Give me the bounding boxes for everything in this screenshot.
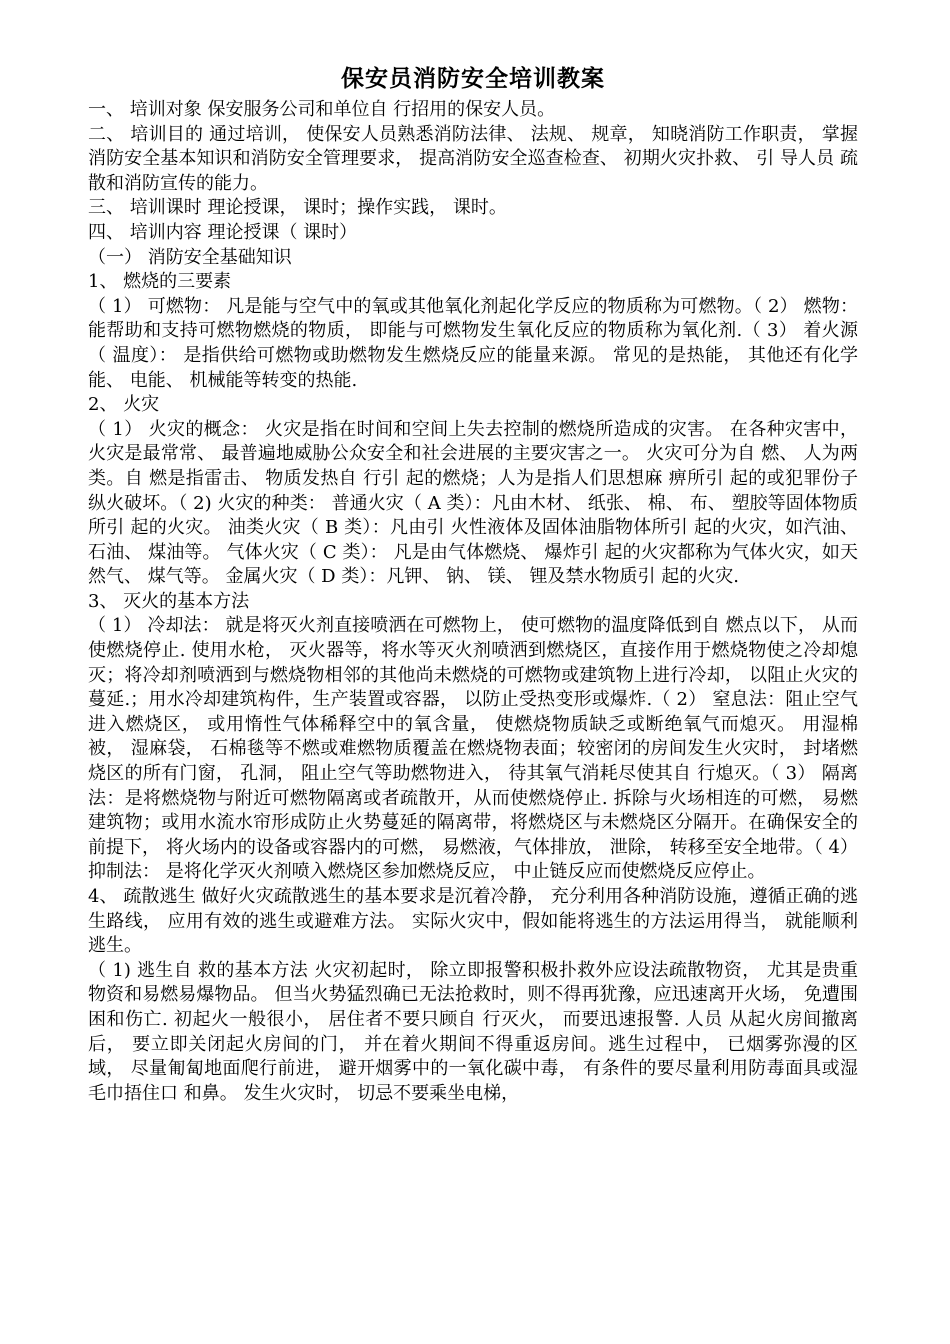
paragraph-training-content: 四、 培训内容 理论授课（ 课时）: [88, 221, 358, 243]
paragraph-evacuation: 4、 疏散逃生 做好火灾疏散逃生的基本要求是沉着冷静， 充分利用各种消防设施，遵循正确的逃生路线， 应用有效的逃生或避难方法。 实际火灾中，假如能将逃生的方法运用得当， 就能顺利逃生。: [88, 886, 858, 957]
paragraph-training-hours: 三、 培训课时 理论授课， 课时；操作实践， 课时。: [88, 197, 507, 219]
subheading-fire: 2、 火灾: [88, 394, 160, 416]
subheading-extinguishing-methods: 3、 灭火的基本方法: [88, 590, 250, 612]
document-title: 保安员消防安全培训教案: [341, 66, 605, 92]
subheading-combustion-elements: 1、 燃烧的三要素: [88, 271, 232, 293]
paragraph-training-target: 一、 培训对象 保安服务公司和单位自 行招用的保安人员。: [88, 99, 556, 120]
paragraph-combustion-elements: （ 1） 可燃物： 凡是能与空气中的氧或其他氧化剂起化学反应的物质称为可燃物。（ 2） 燃物：能帮助和支持可燃物燃烧的物质， 即能与可燃物发生氧化反应的物质称为氧化剂.（ 3） 着火源（ 温度）： 是指供给可燃物或助燃物发生燃烧反应的能量来源。 常见的是热能， 其他还有化学能、 电能、 机械能等转变的热能.: [88, 295, 858, 391]
paragraph-extinguishing-methods: （ 1） 冷却法： 就是将灭火剂直接喷洒在可燃物上， 使可燃物的温度降低到自 燃点以下， 从而使燃烧停止. 使用水枪， 灭火器等，将水等灭火剂喷洒到燃烧区，直接作用于燃烧物使之冷却熄灭；将冷却剂喷洒到与燃烧物相邻的其他尚未燃烧的可燃物或建筑物上进行冷却， 以阻止火灾的蔓延.；用水冷却建筑构件，生产装置或容器， 以防止受热变形或爆炸.（ 2） 窒息法：阻止空气进入燃烧区， 或用惰性气体稀释空中的氧含量， 使燃烧物质缺乏或断绝氧气而熄灭。 用湿棉被， 湿麻袋， 石棉毯等不燃或难燃物质覆盖在燃烧物表面；较密闭的房间发生火灾时， 封堵燃烧区的所有门窗， 孔洞， 阻止空气等助燃物进入， 待其氧气消耗尽使其自 行熄灭。（ 3） 隔离法：是将燃烧物与附近可燃物隔离或者疏散开，从而使燃烧停止. 拆除与火场相连的可燃， 易燃建筑物；或用水流水帘形成防止火势蔓延的隔离带，将燃烧区与未燃烧区分隔开。在确保安全的前提下， 将火场内的设备或容器内的可燃， 易燃液，气体排放， 泄除， 转移至安全地带。（ 4） 抑制法： 是将化学灭火剂喷入燃烧区参加燃烧反应， 中止链反应而使燃烧反应停止。: [88, 615, 858, 883]
paragraph-fire: （ 1） 火灾的概念： 火灾是指在时间和空间上失去控制的燃烧所造成的灾害。 在各种灾害中， 火灾是最常常、 最普遍地威胁公众安全和社会进展的主要灾害之一。 火灾可分为自 燃、 人为两类。自 燃是指雷击、 物质发热自 行引 起的燃烧；人为是指人们思想麻 痹所引 起的或犯罪份子纵火破坏。（ 2) 火灾的种类： 普通火灾（ A 类）：凡由木材、 纸张、 棉、 布、 塑胶等固体物质所引 起的火灾。 油类火灾（ B 类）：凡由引 火性液体及固体油脂物体所引 起的火灾，如汽油、 石油、 煤油等。 气体火灾（ C 类）： 凡是由气体燃烧、 爆炸引 起的火灾都称为气体火灾，如天然气、 煤气等。 金属火灾（ D 类）：凡钾、 钠、 镁、 锂及禁水物质引 起的火灾.: [88, 418, 858, 588]
section-heading-basics: （一） 消防安全基础知识: [88, 246, 292, 268]
paragraph-training-purpose: 二、 培训目的 通过培训， 使保安人员熟悉消防法律、 法规、 规章， 知晓消防工作职责， 掌握消防安全基本知识和消防安全管理要求， 提高消防安全巡查检查、 初期火灾扑救、 引 导人员 疏散和消防宣传的能力。: [88, 123, 858, 194]
document-page: [88, 62, 858, 1106]
paragraph-self-rescue: （ 1) 逃生自 救的基本方法 火灾初起时， 除立即报警积极扑救外应设法疏散物资， 尤其是贵重物资和易燃易爆物品。 但当火势猛烈确已无法抢救时，则不得再犹豫，应迅速离开火场， 免遭围困和伤亡. 初起火一般很小， 居住者不要只顾自 行灭火， 而要迅速报警. 人员 从起火房间撤离后， 要立即关闭起火房间的门， 并在着火期间不得重返房间。逃生过程中， 已烟雾弥漫的区域， 尽量匍匐地面爬行前进， 避开烟雾中的一氧化碳中毒， 有条件的要尽量利用防毒面具或湿毛巾捂住口 和鼻。 发生火灾时， 切忌不要乘坐电梯，: [88, 959, 858, 1104]
